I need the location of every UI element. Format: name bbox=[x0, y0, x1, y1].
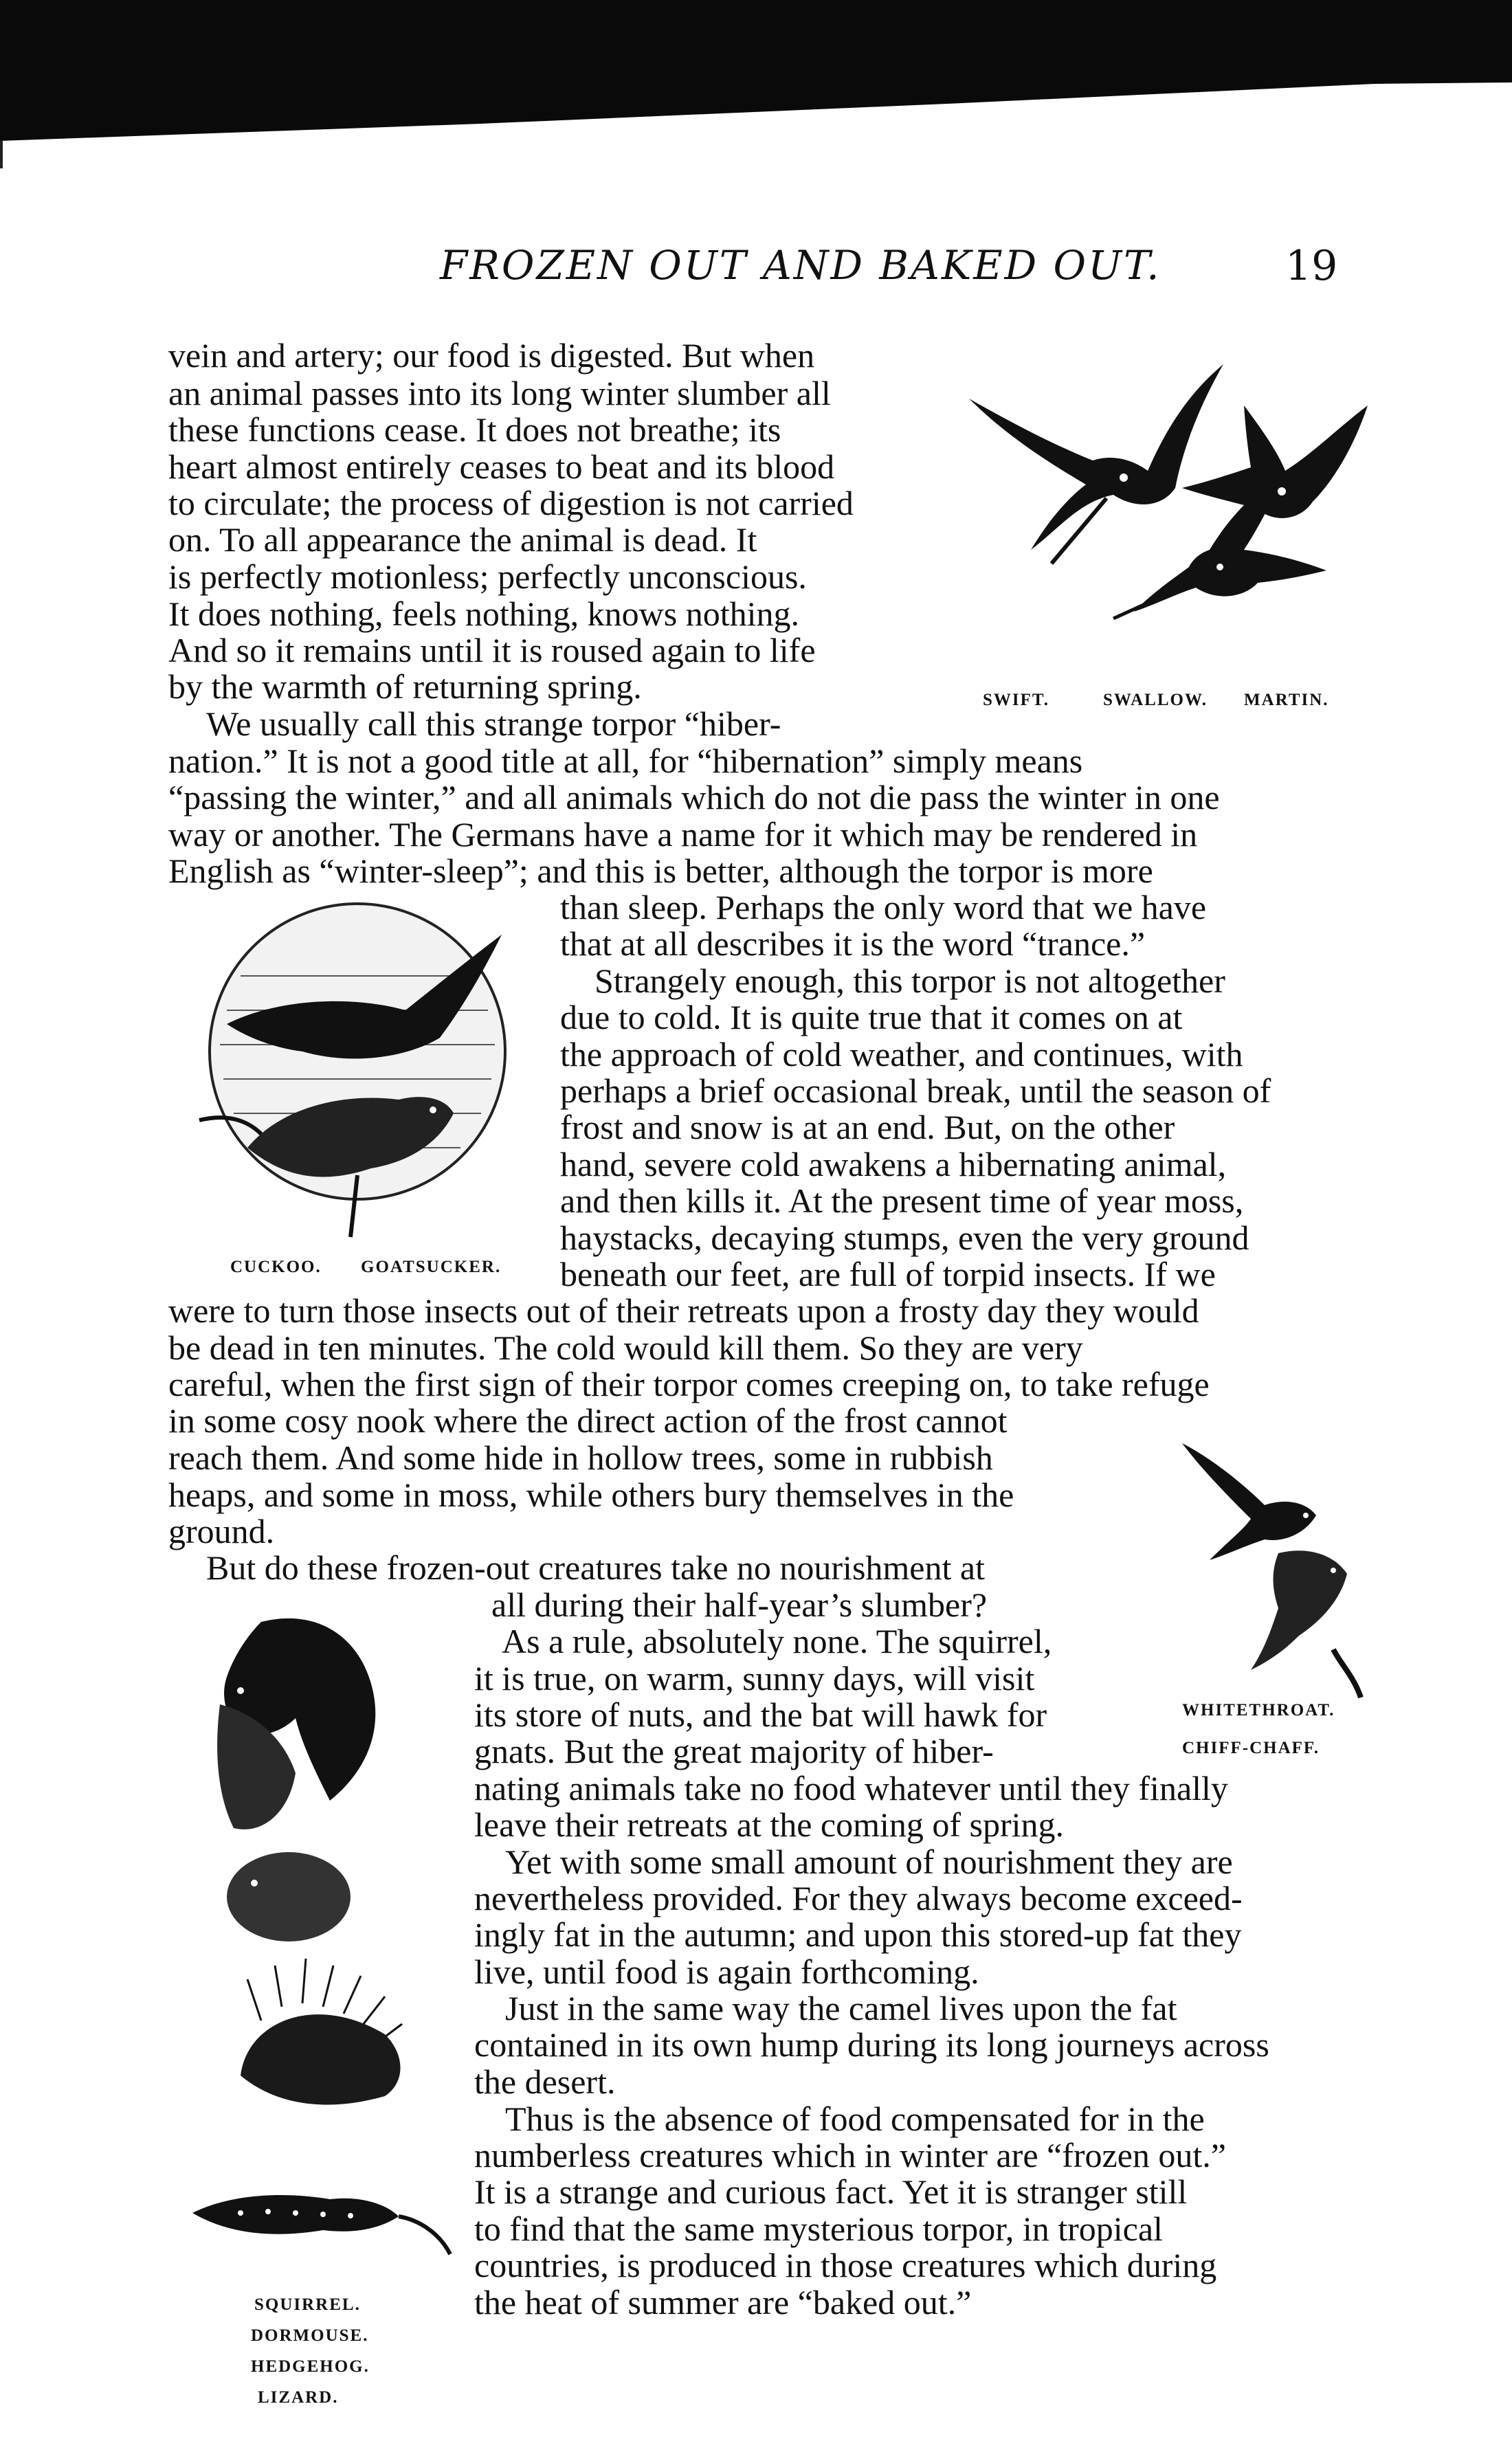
text-line: heart almost entirely ceases to beat and its blood bbox=[168, 447, 835, 486]
caption-swift: SWIFT. bbox=[983, 691, 1049, 709]
caption-martin: MARTIN. bbox=[1244, 691, 1329, 709]
text-line: “passing the winter,” and all animals which do not die pass the winter in one bbox=[168, 778, 1220, 816]
text-line: live, until food is again forthcoming. bbox=[474, 1952, 979, 1991]
text-line: reach them. And some hide in hollow trees, some in rubbish bbox=[168, 1438, 993, 1477]
text-line: But do these frozen-out creatures take no nourishment at bbox=[206, 1548, 985, 1587]
text-line: contained in its own hump during its long journeys across bbox=[474, 2025, 1269, 2064]
text-line: to circulate; the process of digestion is not carried bbox=[168, 484, 854, 522]
text-line: Strangely enough, this torpor is not altogether bbox=[594, 961, 1225, 1000]
text-line: As a rule, absolutely none. The squirrel, bbox=[502, 1622, 1052, 1660]
text-line: leave their retreats at the coming of spring. bbox=[474, 1805, 1065, 1844]
text-line: nating animals take no food whatever until they finally bbox=[474, 1769, 1228, 1807]
mammals-illustration bbox=[179, 1594, 454, 2282]
caption-goatsucker: GOATSUCKER. bbox=[361, 1258, 502, 1276]
text-line: be dead in ten minutes. The cold would kill them. So they are very bbox=[168, 1328, 1083, 1367]
birds-illustration bbox=[955, 323, 1381, 680]
text-line: We usually call this strange torpor “hiber- bbox=[206, 704, 781, 743]
text-line: It does nothing, feels nothing, knows nothing. bbox=[168, 594, 799, 633]
text-line: And so it remains until it is roused again to life bbox=[168, 631, 816, 669]
text-line: ingly fat in the autumn; and upon this stored-up fat they bbox=[474, 1915, 1242, 1954]
text-line: the heat of summer are “baked out.” bbox=[474, 2283, 972, 2322]
text-line: that at all describes it is the word “trance.” bbox=[560, 924, 1146, 963]
caption-squirrel: SQUIRREL. bbox=[254, 2295, 361, 2314]
text-line: on. To all appearance the animal is dead. It bbox=[168, 520, 757, 559]
text-line: by the warmth of returning spring. bbox=[168, 667, 642, 706]
caption-cuckoo: CUCKOO. bbox=[230, 1258, 322, 1276]
text-line: nation.” It is not a good title at all, for “hibernation” simply means bbox=[168, 742, 1083, 780]
text-line: frost and snow is at an end. But, on the other bbox=[560, 1108, 1175, 1146]
cuckoo-goatsucker-illustration bbox=[179, 893, 536, 1251]
text-line: countries, is produced in those creatures which during bbox=[474, 2246, 1217, 2284]
text-line: ground. bbox=[168, 1512, 275, 1550]
text-line: beneath our feet, are full of torpid insects. If we bbox=[560, 1255, 1216, 1293]
text-line: heaps, and some in moss, while others bury themselves in the bbox=[168, 1476, 1014, 1514]
text-line: numberless creatures which in winter are “frozen out.” bbox=[474, 2136, 1226, 2174]
text-line: nevertheless provided. For they always become exceed- bbox=[474, 1879, 1243, 1917]
text-line: Just in the same way the camel lives upon the fat bbox=[505, 1989, 1177, 2027]
caption-swallow: SWALLOW. bbox=[1103, 691, 1208, 709]
caption-chiffchaff: CHIFF-CHAFF. bbox=[1182, 1739, 1320, 1757]
text-line: English as “winter-sleep”; and this is better, although the torpor is more bbox=[168, 852, 1153, 890]
text-line: Thus is the absence of food compensated for in the bbox=[505, 2100, 1205, 2138]
text-line: haystacks, decaying stumps, even the very ground bbox=[560, 1218, 1249, 1257]
text-line: hand, severe cold awakens a hibernating animal, bbox=[560, 1145, 1227, 1183]
text-line: in some cosy nook where the direct action of the frost cannot bbox=[168, 1401, 1008, 1440]
text-line: Yet with some small amount of nourishment they are bbox=[505, 1843, 1233, 1881]
text-line: the desert. bbox=[474, 2062, 616, 2101]
caption-dormouse: DORMOUSE. bbox=[251, 2326, 369, 2345]
text-line: its store of nuts, and the bat will hawk for bbox=[474, 1695, 1047, 1734]
text-line: due to cold. It is quite true that it comes on at bbox=[560, 998, 1183, 1036]
running-head bbox=[0, 242, 1375, 297]
text-line: and then kills it. At the present time of year moss, bbox=[560, 1181, 1244, 1220]
warblers-illustration bbox=[1168, 1416, 1375, 1704]
page-number: 19 bbox=[1285, 242, 1338, 290]
text-line: were to turn those insects out of their retreats upon a frosty day they would bbox=[168, 1291, 1199, 1330]
text-line: an animal passes into its long winter slumber all bbox=[168, 374, 831, 412]
text-line: all during their half-year’s slumber? bbox=[491, 1585, 988, 1624]
text-line: to find that the same mysterious torpor, in tropical bbox=[474, 2210, 1163, 2248]
caption-whitethroat: WHITETHROAT. bbox=[1182, 1701, 1335, 1720]
text-line: It is a strange and curious fact. Yet it is stranger still bbox=[474, 2172, 1188, 2211]
text-line: than sleep. Perhaps the only word that we have bbox=[560, 888, 1207, 926]
text-line: the approach of cold weather, and continues, with bbox=[560, 1035, 1243, 1073]
text-line: way or another. The Germans have a name for it which may be rendered in bbox=[168, 815, 1198, 854]
caption-lizard: LIZARD. bbox=[258, 2388, 339, 2407]
chapter-title: FROZEN OUT AND BAKED OUT. bbox=[440, 242, 1161, 289]
scan-top-edge bbox=[0, 0, 1512, 141]
text-line: it is true, on warm, sunny days, will visit bbox=[474, 1659, 1035, 1698]
text-line: vein and artery; our food is digested. But when bbox=[168, 336, 815, 375]
text-line: these functions cease. It does not breathe; its bbox=[168, 410, 781, 449]
scan-left-mark bbox=[0, 141, 3, 168]
text-line: perhaps a brief occasional break, until the season of bbox=[560, 1071, 1271, 1110]
text-line: careful, when the first sign of their torpor comes creeping on, to take refuge bbox=[168, 1365, 1210, 1403]
caption-hedgehog: HEDGEHOG. bbox=[251, 2357, 370, 2376]
text-line: is perfectly motionless; perfectly unconscious. bbox=[168, 557, 807, 596]
text-line: gnats. But the great majority of hiber- bbox=[474, 1732, 994, 1770]
